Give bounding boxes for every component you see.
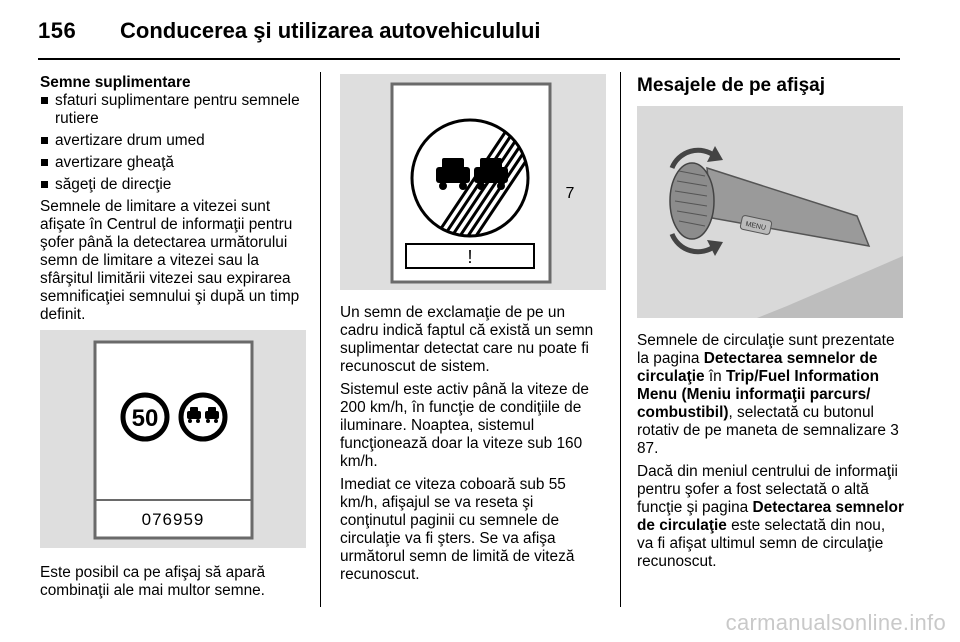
paragraph: Este posibil ca pe afişaj să apară combinaţii ale mai multor semne. bbox=[40, 564, 266, 599]
paragraph: Un semn de exclamaţie de pe un cadru indică faptul că există un semn suplimentar detectat care nu poate fi recunoscut de sistem. bbox=[340, 304, 594, 375]
list-item: săgeţi de direcţie bbox=[40, 176, 310, 194]
speed-limit-value: 50 bbox=[131, 405, 159, 432]
paragraph: Sistemul este activ până la viteze de 200 km/h, în funcţie de condiţiile de iluminare. Noaptea, sistemul funcţionează doar la viteze sub 160 km/h. bbox=[340, 381, 589, 470]
page-number: 156 bbox=[38, 18, 77, 43]
page-header bbox=[38, 14, 900, 54]
menu-button-label: MENU bbox=[744, 220, 767, 233]
page-reference: 3 87. bbox=[637, 422, 899, 457]
list-item: avertizare drum umed bbox=[40, 132, 310, 150]
list-item: sfaturi suplimentare pentru semnele rutiere bbox=[40, 92, 310, 128]
column-2 bbox=[340, 74, 602, 589]
section-heading: Mesajele de pe afişaj bbox=[637, 75, 825, 96]
header-rule bbox=[38, 58, 900, 60]
column-divider bbox=[320, 72, 321, 607]
column-1 bbox=[40, 74, 310, 605]
page-title: Conducerea şi utilizarea autovehiculului bbox=[120, 18, 541, 43]
paragraph: Dacă din meniul centrului de informaţii pentru şofer a fost selectată o altă funcţie şi pagina Detectarea semnelor de circulaţie este selectată din nou, va fi afişat ultimul semn de circulaţie recunoscut. bbox=[637, 463, 904, 570]
paragraph: Semnele de limitare a vitezei sunt afişate în Centrul de informaţii pentru şofer până la detectarea următorului semn de limitare a vitezei sau la sfârşitul limitării vitezei sau expirarea semnificaţiei semnului şi după un timp definit. bbox=[40, 198, 300, 323]
bullet-list bbox=[40, 92, 310, 194]
speed-sign-figure bbox=[40, 330, 306, 548]
list-item: avertizare gheaţă bbox=[40, 154, 310, 172]
paragraph: Semnele de circulaţie sunt prezentate la pagina Detectarea semnelor de circulaţie în Trip/Fuel Information Menu (Meniu informaţii parcurs/ combustibil), selectată cu butonul rotativ de pe maneta de semnalizare 3 87. bbox=[637, 332, 899, 457]
display-frame bbox=[95, 342, 252, 538]
exclamation-mark: ! bbox=[467, 247, 473, 267]
paragraph: Imediat ce viteza coboară sub 55 km/h, afişajul se va reseta şi conţinutul paginii cu semnele de circulaţie va fi şters. Se va afişa următorul semn de limită de viteză recunoscut. bbox=[340, 476, 575, 583]
turn-signal-lever-figure bbox=[637, 106, 903, 318]
column-divider bbox=[620, 72, 621, 607]
figure-side-number: 7 bbox=[565, 185, 575, 202]
subheading: Semne suplimentare bbox=[40, 74, 191, 91]
no-overtaking-sign-icon bbox=[181, 395, 225, 439]
end-restriction-sign-figure bbox=[340, 74, 606, 290]
column-3 bbox=[637, 74, 905, 576]
figure-code: 076959 bbox=[141, 510, 205, 529]
watermark: carmanualsonline.info bbox=[725, 610, 946, 635]
